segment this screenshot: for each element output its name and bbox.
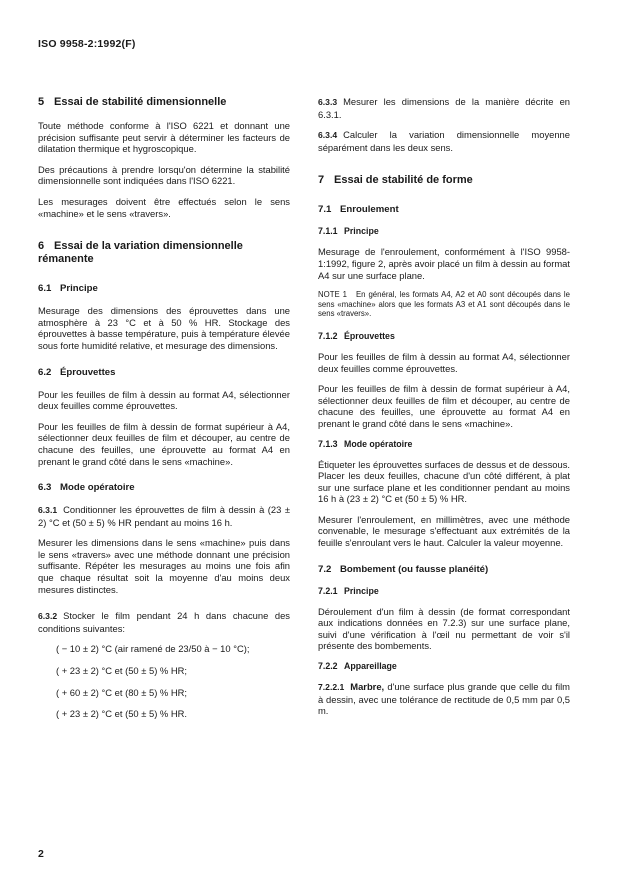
clause-number: 7.2.2.1	[318, 682, 345, 693]
clause-6-3-2	[38, 610, 290, 634]
subsection-7-1-2-heading	[318, 331, 570, 342]
condition-item: ( − 10 ± 2) °C (air ramené de 23/50 à − 10 °C);	[56, 643, 250, 655]
subsection-number: 7.1.1	[318, 226, 338, 237]
subsection-number: 7.1.2	[318, 330, 338, 341]
subsection-7-2-2-heading	[318, 661, 570, 672]
subsection-number: 6.2	[38, 366, 52, 378]
paragraph: Mesurer les dimensions dans le sens «machine» puis dans le sens «travers» avec une méthode donnant une précision suffisante. Répéter les mesurages au moins une fois afin que chaque résultat soit la moyenne d'au moins deux mesures distinctes.	[38, 537, 290, 595]
subsection-number: 7.2.2	[318, 661, 338, 672]
subsection-title: Éprouvettes	[60, 366, 116, 378]
clause-6-3-4	[318, 129, 570, 153]
section-number: 5	[38, 96, 45, 108]
subsection-title: Principe	[344, 226, 379, 237]
paragraph: Pour les feuilles de film à dessin de format supérieur à A4, sélectionner deux feuilles de film et découper, au centre de chacune des feuilles, une éprouvette au format A4 en prenant le grand côté dans le sens «machine».	[38, 420, 290, 467]
subsection-7-2-heading	[318, 564, 570, 576]
subsection-7-2-1-heading	[318, 586, 570, 597]
note-text: En général, les formats A4, A2 et A0 sont découpés dans le sens «machine» alors que les formats A3 et A1 sont découpés dans le sens «travers».	[318, 290, 570, 319]
note-label: NOTE 1	[318, 290, 347, 300]
section-number: 7	[318, 174, 325, 187]
subsection-number: 7.1.3	[318, 438, 338, 449]
subsection-6-2-heading	[38, 367, 290, 379]
condition-item: ( + 60 ± 2) °C et (80 ± 5) % HR;	[56, 686, 188, 698]
subsection-title: Enroulement	[340, 204, 399, 216]
subsection-number: 7.2.1	[318, 585, 338, 596]
page-number: 2	[38, 848, 44, 860]
paragraph: Étiqueter les éprouvettes surfaces de dessus et de dessous. Placer les deux feuilles, chacune d'un côté différent, à plat sur une surface plane et les conditionner pendant au moins 16 h à (23 ± 2) °C et (50 ± 5) % HR.	[318, 458, 570, 505]
subsection-7-1-1-heading	[318, 226, 570, 237]
clause-number: 6.3.1	[38, 505, 58, 516]
condition-item: ( + 23 ± 2) °C et (50 ± 5) % HR.	[56, 708, 188, 720]
paragraph: Toute méthode conforme à l'ISO 6221 et donnant une précision suffisante peut servir à déterminer les facteurs de dilatation thermique et hygroscopique.	[38, 120, 290, 155]
clause-7-2-2-1	[318, 681, 570, 717]
section-5-heading	[38, 96, 290, 109]
section-title: Essai de stabilité de forme	[334, 174, 473, 187]
section-7-heading	[318, 174, 570, 187]
subsection-number: 7.2	[318, 563, 332, 575]
right-column	[318, 96, 570, 726]
clause-number: 6.3.2	[38, 611, 58, 622]
subsection-7-1-3-heading	[318, 439, 570, 450]
clause-6-3-1	[38, 504, 290, 528]
condition-item: ( + 23 ± 2) °C et (50 ± 5) % HR;	[56, 665, 188, 677]
subsection-number: 7.1	[318, 204, 332, 216]
document-id: ISO 9958-2:1992(F)	[38, 38, 136, 50]
paragraph: Pour les feuilles de film à dessin au format A4, sélectionner deux feuilles comme éprouvettes.	[318, 350, 570, 374]
clause-lead-term: Marbre,	[350, 681, 385, 693]
subsection-number: 6.1	[38, 283, 52, 295]
clause-text: Calculer la variation dimensionnelle moyenne séparément dans les deux sens.	[318, 129, 570, 153]
subsection-title: Mode opératoire	[344, 438, 413, 449]
subsection-6-3-heading	[38, 482, 290, 494]
subsection-7-1-heading	[318, 204, 570, 216]
subsection-title: Mode opératoire	[60, 482, 135, 494]
subsection-6-1-heading	[38, 283, 290, 295]
section-title: Essai de la variation dimensionnelle rémanente	[38, 240, 243, 266]
clause-number: 6.3.3	[318, 97, 338, 107]
section-6-heading	[38, 240, 290, 266]
clause-text: Stocker le film pendant 24 h dans chacune des conditions suivantes:	[38, 610, 290, 634]
paragraph: Mesurage des dimensions des éprouvettes dans une atmosphère à 23 °C et à 50 % HR. Stockage des éprouvettes à basse température, puis à température élevée sous forte humidité relative, et mesurage des dimensions.	[38, 305, 290, 351]
subsection-title: Éprouvettes	[344, 330, 395, 341]
subsection-title: Principe	[60, 283, 98, 295]
clause-text: Mesurer les dimensions de la manière décrite en 6.3.1.	[318, 96, 570, 120]
paragraph: Pour les feuilles de film à dessin au format A4, sélectionner deux feuilles comme éprouvettes.	[38, 388, 290, 412]
subsection-number: 6.3	[38, 482, 52, 494]
clause-number: 6.3.4	[318, 130, 338, 141]
subsection-title: Appareillage	[344, 661, 397, 672]
paragraph: Les mesurages doivent être effectués selon le sens «machine» et le sens «travers».	[38, 195, 290, 219]
paragraph: Mesurage de l'enroulement, conformément à l'ISO 9958-1:1992, figure 2, après avoir placé un film à dessin au format A4 sur une surface plane.	[318, 246, 570, 281]
clause-text: Conditionner les éprouvettes de film à dessin à (23 ± 2) °C et (50 ± 5) % HR pendant au moins 16 h.	[38, 504, 290, 528]
subsection-title: Principe	[344, 585, 379, 596]
paragraph: Mesurer l'enroulement, en millimètres, avec une méthode convenable, le mesurage s'effectuant aux extrémités de la feuille s'enroulant vers le haut. Calculer la valeur moyenne.	[318, 513, 570, 549]
section-title: Essai de stabilité dimensionnelle	[54, 96, 227, 108]
section-number: 6	[38, 240, 45, 253]
paragraph: Pour les feuilles de film à dessin de format supérieur à A4, sélectionner deux feuilles de film et découper, au centre de chacune des feuilles, une éprouvette au format A4 en prenant le grand côté dans le sens «machine».	[318, 383, 570, 429]
clause-6-3-3	[318, 96, 570, 120]
note	[318, 290, 570, 319]
clause-text: d'une surface plus grande que celle du film à dessin, avec une tolérance de rectitude de 0,5 mm par 0,5 m.	[318, 681, 570, 717]
subsection-title: Bombement (ou fausse planéité)	[340, 563, 489, 575]
paragraph: Des précautions à prendre lorsqu'on détermine la stabilité dimensionnelle sont indiquées dans l'ISO 6221.	[38, 163, 290, 187]
paragraph: Déroulement d'un film à dessin (de format correspondant aux indications données en 7.2.3) sur une surface plane, suivi d'une vérification à l'œil nu permettant de voir s'il présente des bombements.	[318, 605, 570, 652]
left-column	[38, 96, 290, 730]
